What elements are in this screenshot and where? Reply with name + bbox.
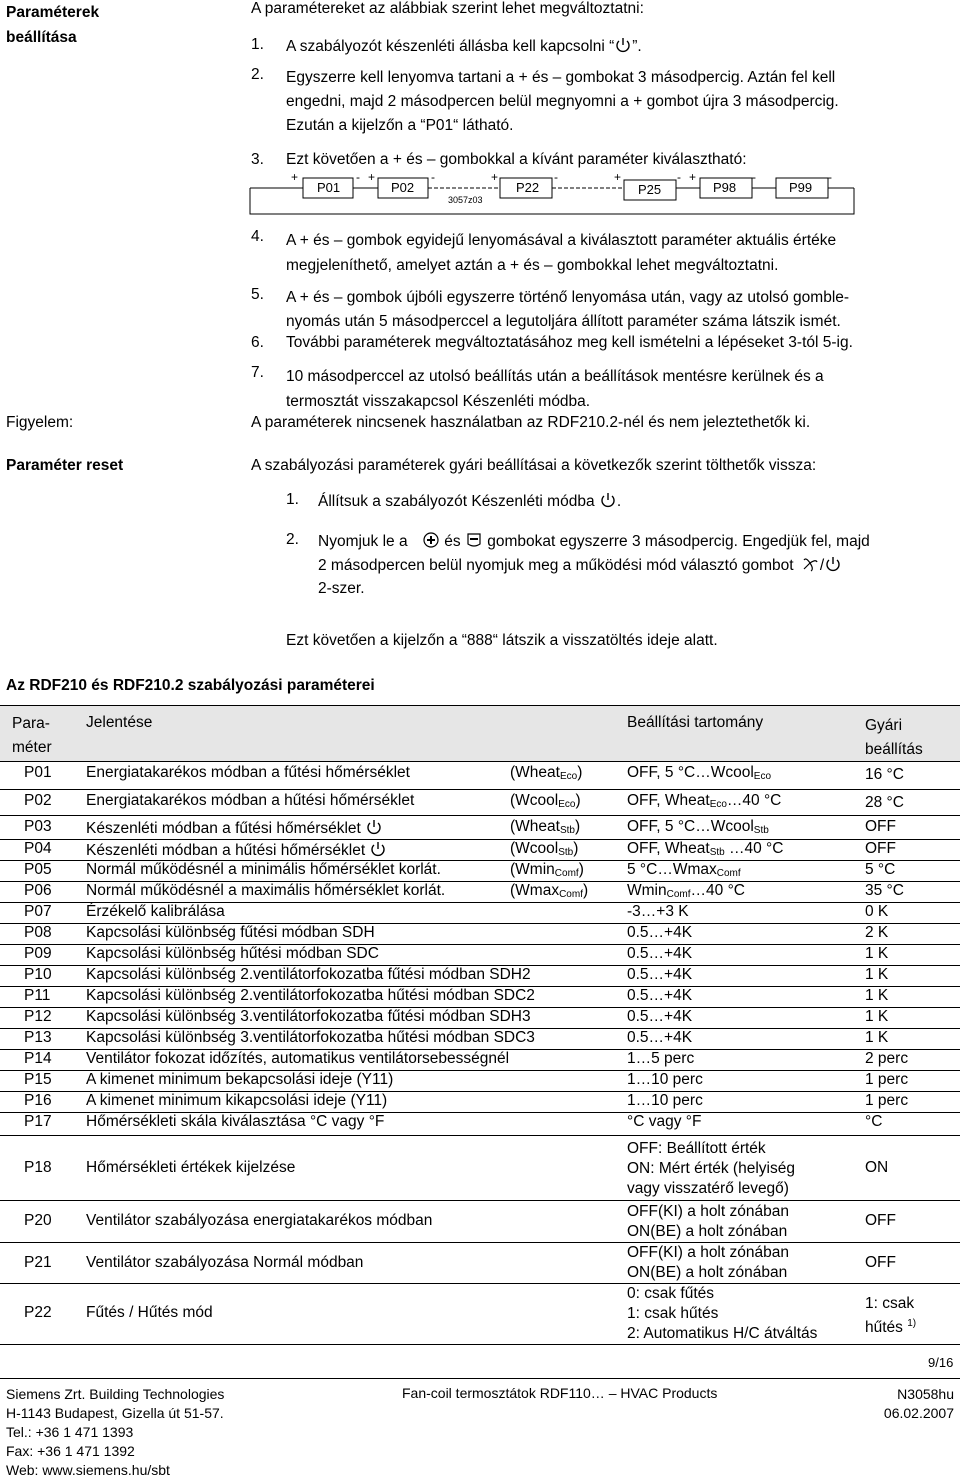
cell-variable: (Wmax$_{Comf}$) [510, 882, 589, 900]
step-5-text: A + és – gombok újbóli egyszerre történő lenyomása után, vagy az utolsó gomble- nyomás után 5 másodperccel a legutoljára állított paraméter száma látszik ismét. [286, 289, 850, 330]
step-7-text: 10 másodperccel az utolsó beállítás után a beállítások mentésre kerülnek és a termosztát visszakapcsol Készenléti módba. [286, 368, 824, 410]
cell-factory: 1 K [865, 1008, 889, 1025]
reset-step-2-num: 2. [286, 531, 299, 548]
reset-step-2-line2: 2 másodpercen belül nyomjuk meg a működési mód választó gombot / [318, 555, 842, 575]
diagram-minus: - [752, 170, 756, 184]
cell-meaning: Ventilátor fokozat időzítés, automatikus ventilátorsebességnél [86, 1050, 510, 1067]
power-icon [599, 491, 617, 509]
footer-tel: Tel.: +36 1 471 1393 [6, 1424, 134, 1440]
intro-text: A paramétereket az alábbiak szerint lehet megváltoztatni: [251, 0, 644, 17]
cell-factory: 1 K [865, 945, 889, 962]
cell-variable: (Wcool$_{Eco}$) [510, 792, 581, 810]
cell-range: -3…+3 K [627, 903, 689, 920]
cell-factory: OFF [865, 1254, 896, 1271]
step-6-num: 6. [251, 334, 264, 351]
cell-param: P11 [24, 987, 51, 1004]
cell-factory: 16 °C [865, 766, 904, 783]
power-icon [365, 818, 383, 836]
cell-range: 1…10 perc [627, 1092, 703, 1109]
row-divider [0, 815, 960, 816]
cell-meaning: Energiatakarékos módban a fűtési hőmérséklet [86, 764, 410, 781]
cell-meaning: Normál működésnél a minimális hőmérséklet korlát. [86, 861, 441, 878]
cell-range: OFF, 5 °C…Wcool$_{Eco}$ [627, 764, 772, 782]
cell-factory: 1 K [865, 1029, 889, 1046]
cell-param: P08 [24, 924, 52, 941]
cell-param: P16 [24, 1092, 52, 1109]
step-1-text: A szabályozót készenléti állásba kell kapcsolni “ ”. [286, 38, 642, 55]
table-header-border [0, 761, 960, 762]
cell-meaning: Hőmérsékleti skála kiválasztása °C vagy °F [86, 1113, 385, 1130]
cell-param: P07 [24, 903, 52, 920]
cell-meaning: Kapcsolási különbség 3.ventilátorfokozatba fűtési módban SDH3 [86, 1008, 531, 1025]
cell-param: P03 [24, 818, 52, 835]
cell-variable: (Wmin$_{Comf}$) [510, 861, 584, 879]
row-divider [0, 789, 960, 790]
diagram-minus: - [554, 170, 558, 184]
cell-meaning: Készenléti módban a hűtési hőmérséklet [86, 840, 387, 860]
cell-factory: ON [865, 1159, 889, 1176]
reset-step-2-text: Nyomjuk le a és gombokat egyszerre 3 másodpercig. Engedjük fel, majd [318, 533, 870, 550]
diagram-box-p25: P25 [638, 182, 662, 197]
cell-meaning: Ventilátor szabályozása energiatakarékos módban [86, 1212, 433, 1229]
power-icon [369, 840, 387, 858]
header-factory: Gyári beállítás [865, 717, 923, 758]
footer-address: H-1143 Budapest, Gizella út 51-57. [6, 1405, 224, 1421]
step-2-num: 2. [251, 66, 264, 83]
footer-right [884, 1385, 954, 1423]
cell-factory: OFF [865, 840, 896, 857]
minus-button-icon [465, 531, 483, 549]
cell-range: 0.5…+4K [627, 987, 693, 1004]
cell-param: P02 [24, 792, 52, 809]
cell-range: 1…5 perc [627, 1050, 695, 1067]
cell-meaning: Hőmérsékleti értékek kijelzése [86, 1159, 296, 1176]
header-range: Beállítási tartomány [627, 714, 764, 731]
cell-range: 1…10 perc [627, 1071, 703, 1088]
diagram-box-p99: P99 [789, 180, 813, 195]
cell-variable: (Wcool$_{Stb}$) [510, 840, 579, 858]
cell-param: P01 [24, 764, 52, 781]
step-5-num: 5. [251, 286, 264, 303]
cell-range: 5 °C…Wmax$_{Comf}$ [627, 861, 741, 879]
step-4-text: A + és – gombok egyidejű lenyomásával a kiválasztott paraméter aktuális értéke megjeleníthető, amelyet aztán a + és – gombokkal lehet megváltoztatni. [286, 232, 837, 274]
cell-param: P13 [24, 1029, 52, 1046]
reset-after-text: Ezt követően a kijelzőn a “888“ látszik a visszatöltés ideje alatt. [286, 632, 718, 649]
step-6-text: További paraméterek megváltoztatásához meg kell ismételni a lépéseket 3-tól 5-ig. [286, 334, 853, 351]
attention-text: A paraméterek nincsenek használatban az RDF210.2-nél és nem jeleztethetők ki. [251, 414, 811, 431]
cell-meaning: Érzékelő kalibrálása [86, 903, 225, 920]
cell-meaning: Kapcsolási különbség 2.ventilátorfokozatba hűtési módban SDC2 [86, 987, 535, 1004]
cell-factory: 0 K [865, 903, 889, 920]
step-7-num: 7. [251, 364, 264, 381]
cell-range: OFF: Beállított érték ON: Mért érték (helyiség vagy visszatérő levegő) [627, 1140, 795, 1197]
diagram-minus: - [356, 170, 360, 184]
cell-factory: 1 K [865, 966, 889, 983]
cell-range: 0.5…+4K [627, 966, 693, 983]
cell-meaning: Fűtés / Hűtés mód [86, 1304, 213, 1321]
step-2-text: Egyszerre kell lenyomva tartani a + és – gombokat 3 másodpercig. Aztán fel kell engedni, majd 2 másodpercen belül megnyomni a + gombot újra 3 másodpercig. Ezután a kijelzőn a “P01“ látható. [286, 69, 839, 134]
footer-fax: Fax: +36 1 471 1392 [6, 1443, 135, 1459]
cell-param: P22 [24, 1304, 52, 1321]
diagram-plus: + [614, 170, 622, 184]
footer-product: Fan-coil termosztátok RDF110… – HVAC Products [402, 1385, 718, 1401]
cell-factory: 28 °C [865, 794, 904, 811]
reset-intro: A szabályozási paraméterek gyári beállításai a következők szerint tölthetők vissza: [251, 457, 817, 474]
step-1: 1. [251, 36, 264, 53]
reset-step-1-text: Állítsuk a szabályozót Készenléti módba . [318, 493, 622, 510]
table-bottom-border [0, 1344, 960, 1345]
header-meaning: Jelentése [86, 714, 153, 731]
cell-factory: °C [865, 1113, 883, 1130]
diagram-minus: - [828, 170, 832, 184]
diagram-minus: - [431, 170, 435, 184]
cell-factory: 2 perc [865, 1050, 909, 1067]
cell-range: OFF, 5 °C…Wcool$_{Stb}$ [627, 818, 769, 836]
cell-range: 0.5…+4K [627, 1029, 693, 1046]
cell-range: 0: csak fűtés 1: csak hűtés 2: Automatikus H/C átváltás [627, 1285, 818, 1342]
settings-heading: Paraméterek beállítása [6, 4, 100, 46]
diagram-box-p98: P98 [713, 180, 737, 195]
cell-param: P21 [24, 1254, 52, 1271]
cell-range: Wmin$_{Comf}$…40 °C [627, 882, 745, 900]
row-divider [0, 1242, 960, 1243]
cell-range: °C vagy °F [627, 1113, 702, 1130]
cell-variable: (Wheat$_{Eco}$) [510, 764, 583, 782]
diagram-plus: + [689, 170, 697, 184]
footer-company: Siemens Zrt. Building Technologies [6, 1386, 225, 1402]
cell-range: 0.5…+4K [627, 1008, 693, 1025]
cell-meaning: A kimenet minimum bekapcsolási ideje (Y11) [86, 1071, 394, 1088]
reset-step-1-num: 1. [286, 491, 299, 508]
cell-meaning: Kapcsolási különbség hűtési módban SDC [86, 945, 379, 962]
cell-param: P06 [24, 882, 52, 899]
cell-meaning: Ventilátor szabályozása Normál módban [86, 1254, 364, 1271]
cell-meaning: Készenléti módban a fűtési hőmérséklet [86, 818, 383, 838]
header-param: Para- méter [12, 715, 52, 756]
step-3-num: 3. [251, 151, 264, 168]
cell-factory: 1 perc [865, 1071, 909, 1088]
step-3-text: Ezt követően a + és – gombokkal a kívánt paraméter kiválasztható: [286, 151, 747, 168]
cell-param: P15 [24, 1071, 52, 1088]
cell-param: P05 [24, 861, 52, 878]
cell-meaning: Kapcsolási különbség 3.ventilátorfokozatba hűtési módban SDC3 [86, 1029, 535, 1046]
row-divider [0, 1200, 960, 1201]
cell-param: P18 [24, 1159, 52, 1176]
step-4-num: 4. [251, 228, 264, 245]
diagram-plus: + [368, 170, 376, 184]
plus-button-icon [422, 531, 440, 549]
diagram-box-p22: P22 [516, 180, 540, 195]
cell-meaning: A kimenet minimum kikapcsolási ideje (Y11) [86, 1092, 388, 1109]
footer-date: 06.02.2007 [883, 1405, 954, 1421]
footer-doc: N3058hu [897, 1386, 954, 1402]
cell-meaning: Normál működésnél a maximális hőmérséklet korlát. [86, 882, 446, 899]
cell-factory: 35 °C [865, 882, 904, 899]
reset-heading: Paraméter reset [6, 457, 124, 474]
power-icon [614, 36, 632, 54]
cell-factory: OFF [865, 1212, 896, 1229]
cell-factory: 5 °C [865, 861, 896, 878]
cell-param: P20 [24, 1212, 52, 1229]
diagram-plus: + [491, 170, 499, 184]
reset-step-2-line3: 2-szer. [318, 580, 365, 597]
cell-param: P09 [24, 945, 52, 962]
cell-param: P17 [24, 1113, 52, 1130]
table-top-border [0, 705, 960, 706]
table-title: Az RDF210 és RDF210.2 szabályozási paraméterei [6, 677, 375, 694]
footer-left [6, 1385, 224, 1480]
cell-factory: 1 K [865, 987, 889, 1004]
cell-param: P04 [24, 840, 52, 857]
footer-rule [0, 1378, 960, 1379]
mode-fan-icon [802, 555, 820, 573]
diagram-minus: - [677, 170, 681, 184]
cell-param: P10 [24, 966, 52, 983]
cell-meaning: Kapcsolási különbség fűtési módban SDH [86, 924, 375, 941]
cell-param: P12 [24, 1008, 52, 1025]
cell-factory: 1 perc [865, 1092, 909, 1109]
footer-web: Web: www.siemens.hu/sbt [6, 1462, 170, 1478]
diagram-box-p01: P01 [317, 180, 341, 195]
cell-meaning: Kapcsolási különbség 2.ventilátorfokozatba fűtési módban SDH2 [86, 966, 531, 983]
cell-factory: OFF [865, 818, 896, 835]
cell-variable: (Wheat$_{Stb}$) [510, 818, 581, 836]
cell-range: OFF, Wheat$_{Stb}$ …40 °C [627, 840, 784, 858]
page-number: 9/16 [928, 1355, 954, 1370]
cell-range: OFF(KI) a holt zónában ON(BE) a holt zónában [627, 1203, 789, 1240]
cell-range: 0.5…+4K [627, 945, 693, 962]
cell-factory: 1: csak hűtés $^{1)}$ [865, 1295, 917, 1337]
cell-param: P14 [24, 1050, 52, 1067]
cell-range: 0.5…+4K [627, 924, 693, 941]
cell-range: OFF(KI) a holt zónában ON(BE) a holt zónában [627, 1244, 789, 1281]
diagram-plus: + [291, 170, 299, 184]
row-divider [0, 1135, 960, 1136]
attention-label: Figyelem: [6, 414, 74, 431]
cell-meaning: Energiatakarékos módban a hűtési hőmérséklet [86, 792, 415, 809]
cell-factory: 2 K [865, 924, 889, 941]
power-icon [824, 555, 842, 573]
diagram-caption: 3057z03 [448, 195, 483, 205]
diagram-box-p02: P02 [391, 180, 415, 195]
cell-range: OFF, Wheat$_{Eco}$…40 °C [627, 792, 782, 810]
